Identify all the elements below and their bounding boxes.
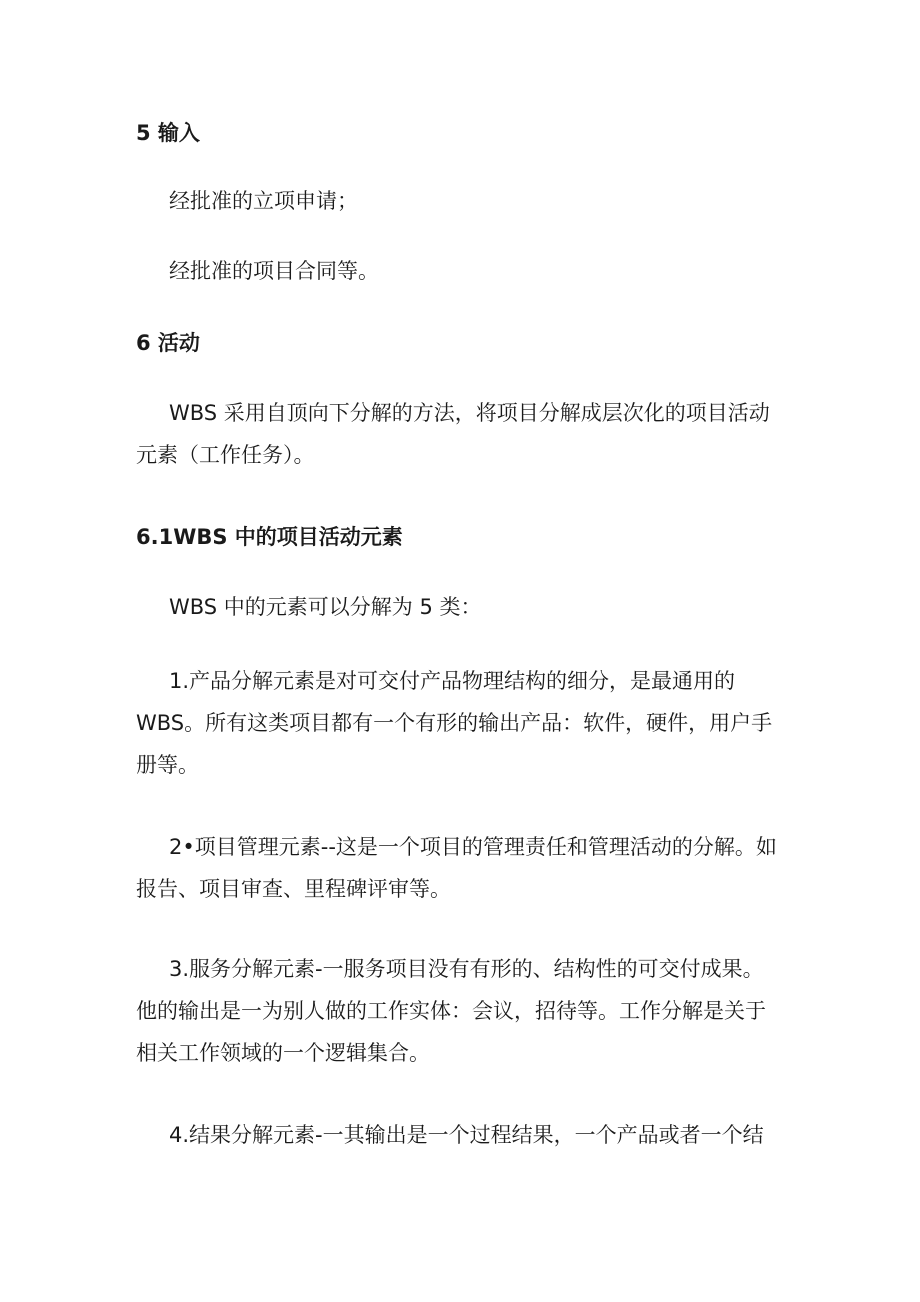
paragraph-line: 元素（工作任务）。: [136, 443, 315, 467]
paragraph-line: WBS。所有这类项目都有一个有形的输出产品：软件，硬件，用户手: [136, 711, 773, 735]
paragraph-line: 相关工作领域的一个逻辑集合。: [136, 1041, 430, 1065]
wbs-item-result: [136, 1114, 790, 1156]
wbs-item-service: [136, 948, 790, 1074]
paragraph-line: 册等。: [136, 753, 199, 777]
paragraph-line: 1.产品分解元素是对可交付产品物理结构的细分，是最通用的: [169, 669, 736, 693]
input-item: [136, 180, 790, 222]
wbs-intro-paragraph: [136, 586, 790, 628]
paragraph-line: 2•项目管理元素--这是一个项目的管理责任和管理活动的分解。如: [169, 835, 777, 859]
paragraph-line: 3.服务分解元素-一服务项目没有有形的、结构性的可交付成果。: [169, 957, 764, 981]
wbs-item-management: [136, 826, 790, 910]
input-item-text: 经批准的立项申请；: [169, 189, 358, 213]
paragraph-line: WBS 采用自顶向下分解的方法，将项目分解成层次化的项目活动: [169, 401, 770, 425]
paragraph-line: 4.结果分解元素-一其输出是一个过程结果，一个产品或者一个结: [169, 1123, 764, 1147]
paragraph-line: 他的输出是一为别人做的工作实体：会议，招待等。工作分解是关于: [136, 999, 766, 1023]
section-heading-wbs-elements: 6.1WBS 中的项目活动元素: [136, 525, 403, 549]
activities-paragraph: [136, 392, 790, 476]
paragraph-line: WBS 中的元素可以分解为 5 类：: [169, 595, 482, 619]
input-item: [136, 250, 790, 292]
wbs-item-product: [136, 660, 790, 786]
paragraph-line: 报告、项目审查、里程碑评审等。: [136, 877, 451, 901]
section-heading-inputs: 5 输入: [136, 121, 200, 145]
section-heading-activities: 6 活动: [136, 331, 200, 355]
input-item-text: 经批准的项目合同等。: [169, 259, 379, 283]
